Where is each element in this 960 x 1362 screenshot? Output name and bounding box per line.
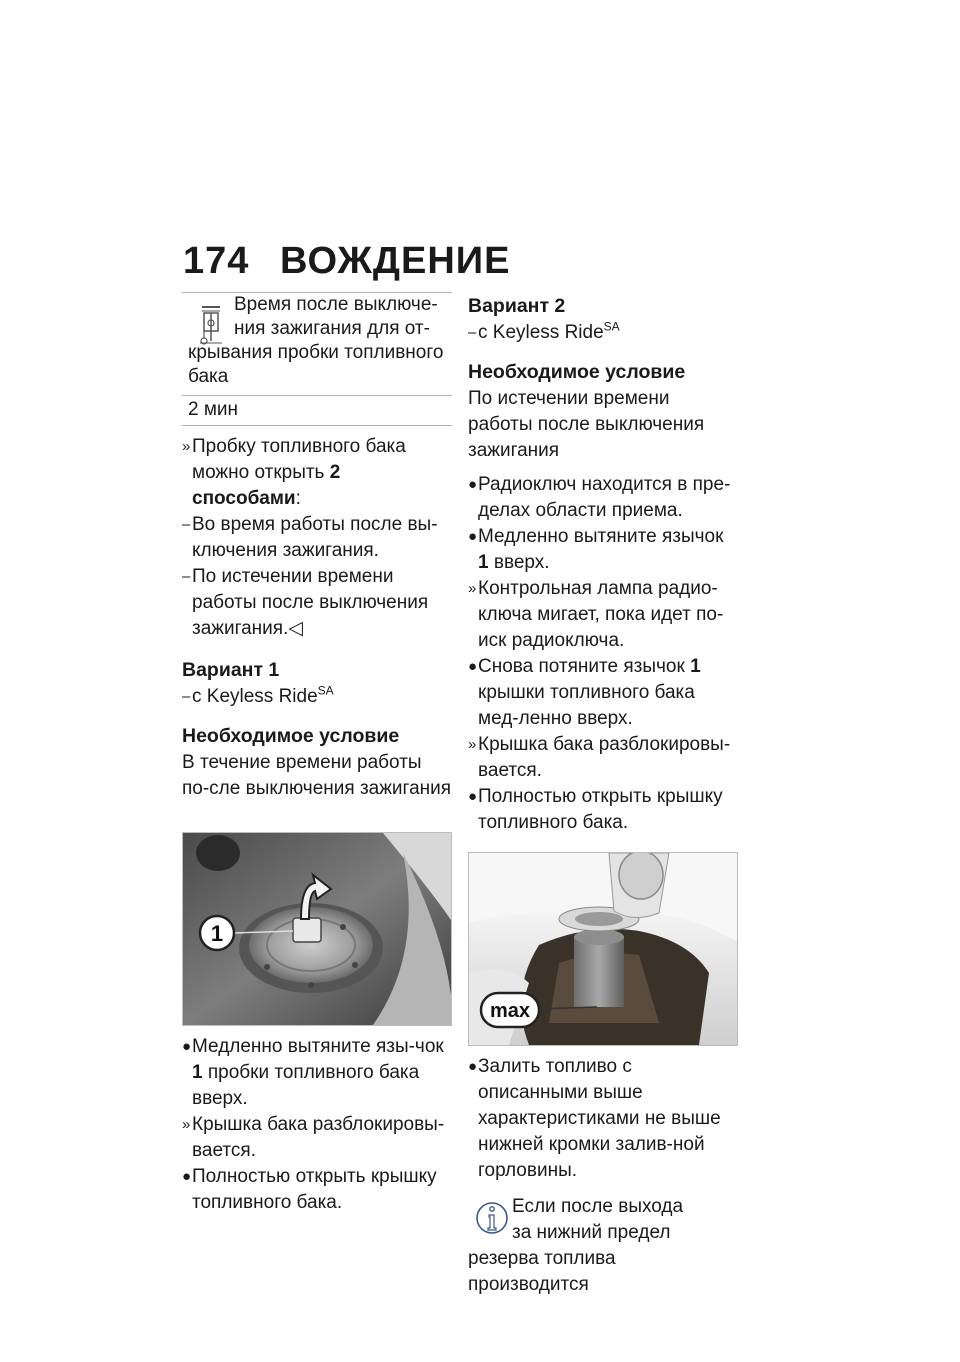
variant-2-option-label: с Keyless Ride [478, 322, 604, 343]
condition-title-left: Необходимое условие [182, 725, 400, 747]
info-note [468, 1194, 738, 1298]
right-step-4 [468, 654, 738, 732]
spec-value: 2 мин [182, 395, 452, 425]
info-line-3: резерва топлива производится [468, 1248, 616, 1295]
result-mark: » [182, 438, 191, 455]
right-step-1-text: Радиоключ находится в пре-делах области приема. [478, 474, 731, 521]
fuel-filler-illustration [469, 853, 738, 1045]
page-number: 174 [183, 240, 250, 282]
variant-2-option-text [478, 320, 738, 346]
left-step-1-pre: Медленно вытяните язы-чок [192, 1036, 444, 1057]
spec-line-3: крывания пробки топливного [188, 342, 444, 363]
way-text-2 [192, 564, 452, 642]
spec-line-2: ния зажигания для от- [234, 318, 430, 339]
right-step-2-pre: Медленно вытяните язычок [478, 526, 724, 547]
right-step-5 [468, 732, 738, 784]
left-step-1-post: пробки топливного бака вверх. [192, 1062, 420, 1109]
way-item-1 [182, 512, 452, 564]
right-step-4-pre: Снова потяните язычок [478, 656, 691, 677]
result-text-bold: 2 способами [192, 462, 341, 509]
right-step-2-post: вверх. [488, 552, 550, 573]
left-step-2-text: Крышка бака разблокировы-вается. [192, 1114, 445, 1161]
result-text-main: Пробку топливного бака можно открыть [192, 436, 406, 483]
right-step-3-text: Контрольная лампа радио-ключа мигает, пока идет по-иск радиоключа. [478, 578, 724, 651]
info-line-2: за нижний предел [512, 1222, 671, 1243]
right-step-6 [468, 784, 738, 836]
left-column [182, 292, 452, 1216]
bullet-mark: ● [468, 476, 478, 493]
fill-step-text: Залить топливо с описанными выше характеристиками не выше нижней кромки залив-ной горловины. [478, 1056, 721, 1181]
right-step-4-num: 1 [690, 656, 701, 677]
result-item [182, 434, 452, 512]
fuel-cap-illustration [183, 833, 452, 1025]
max-level-label: max [489, 1000, 531, 1022]
right-column [468, 292, 738, 1298]
variant-2-option [468, 320, 738, 346]
left-step-1-text [192, 1034, 452, 1112]
fuel-level-figure [468, 852, 738, 1046]
bullet-mark: ● [182, 1168, 192, 1185]
variant-1-option-label: с Keyless Ride [192, 686, 318, 707]
result-mark: » [182, 1116, 191, 1133]
info-icon [476, 1200, 508, 1240]
left-step-3-text: Полностью открыть крышку топливного бака. [192, 1166, 437, 1213]
figure-callout-1: 1 [210, 921, 224, 946]
variant-2-option-sup: SA [603, 319, 620, 334]
condition-title-right: Необходимое условие [468, 361, 686, 383]
condition-text-right: По истечении времени работы после выключения зажигания [468, 388, 705, 461]
variant-2-title: Вариант 2 [468, 295, 566, 317]
bullet-mark: ● [468, 658, 478, 675]
spec-header [182, 293, 452, 395]
condition-text-left: В течение времени работы по-сле выключения зажигания [182, 752, 452, 799]
right-step-6-text: Полностью открыть крышку топливного бака. [478, 786, 723, 833]
bullet-mark: ● [182, 1038, 192, 1055]
right-step-3 [468, 576, 738, 654]
right-step-2-text [478, 524, 738, 576]
fuel-cap-timer-icon [198, 303, 224, 349]
variant-1-option-text [192, 684, 452, 710]
fill-step [468, 1054, 738, 1184]
result-text [192, 434, 452, 512]
right-step-2 [468, 524, 738, 576]
variant-1-title: Вариант 1 [182, 659, 280, 681]
variant-1-option-sup: SA [317, 683, 334, 698]
result-mark: » [468, 736, 477, 753]
spec-line-1: Время после выключе- [234, 294, 438, 315]
left-step-1 [182, 1034, 452, 1112]
right-step-2-num: 1 [478, 552, 489, 573]
left-step-3 [182, 1164, 452, 1216]
way-text-1: Во время работы после вы-ключения зажигания. [192, 514, 438, 561]
way-item-2 [182, 564, 452, 642]
result-mark: » [468, 580, 477, 597]
bullet-mark: ● [468, 788, 478, 805]
dash-mark: – [468, 324, 477, 341]
right-step-1 [468, 472, 738, 524]
end-mark-icon: ◁ [288, 618, 303, 639]
left-step-2 [182, 1112, 452, 1164]
info-line-1: Если после выхода [512, 1196, 684, 1217]
right-step-5-text: Крышка бака разблокировы-вается. [478, 734, 731, 781]
bullet-mark: ● [468, 528, 478, 545]
right-step-4-text [478, 654, 738, 732]
chapter-title: ВОЖДЕНИЕ [280, 240, 511, 282]
left-step-1-num: 1 [192, 1062, 203, 1083]
spec-box [182, 292, 452, 426]
bullet-mark: ● [468, 1058, 478, 1075]
dash-mark: – [182, 688, 191, 705]
fuel-cap-figure [182, 832, 452, 1026]
variant-1-option [182, 684, 452, 710]
dash-mark: – [182, 516, 191, 533]
dash-mark: – [182, 568, 191, 585]
right-step-4-post: крышки топливного бака мед-ленно вверх. [478, 682, 695, 729]
spec-line-4: бака [188, 366, 229, 387]
way-text-2-main: По истечении времени работы после выключения зажигания. [192, 566, 429, 639]
result-text-end: : [295, 488, 301, 509]
